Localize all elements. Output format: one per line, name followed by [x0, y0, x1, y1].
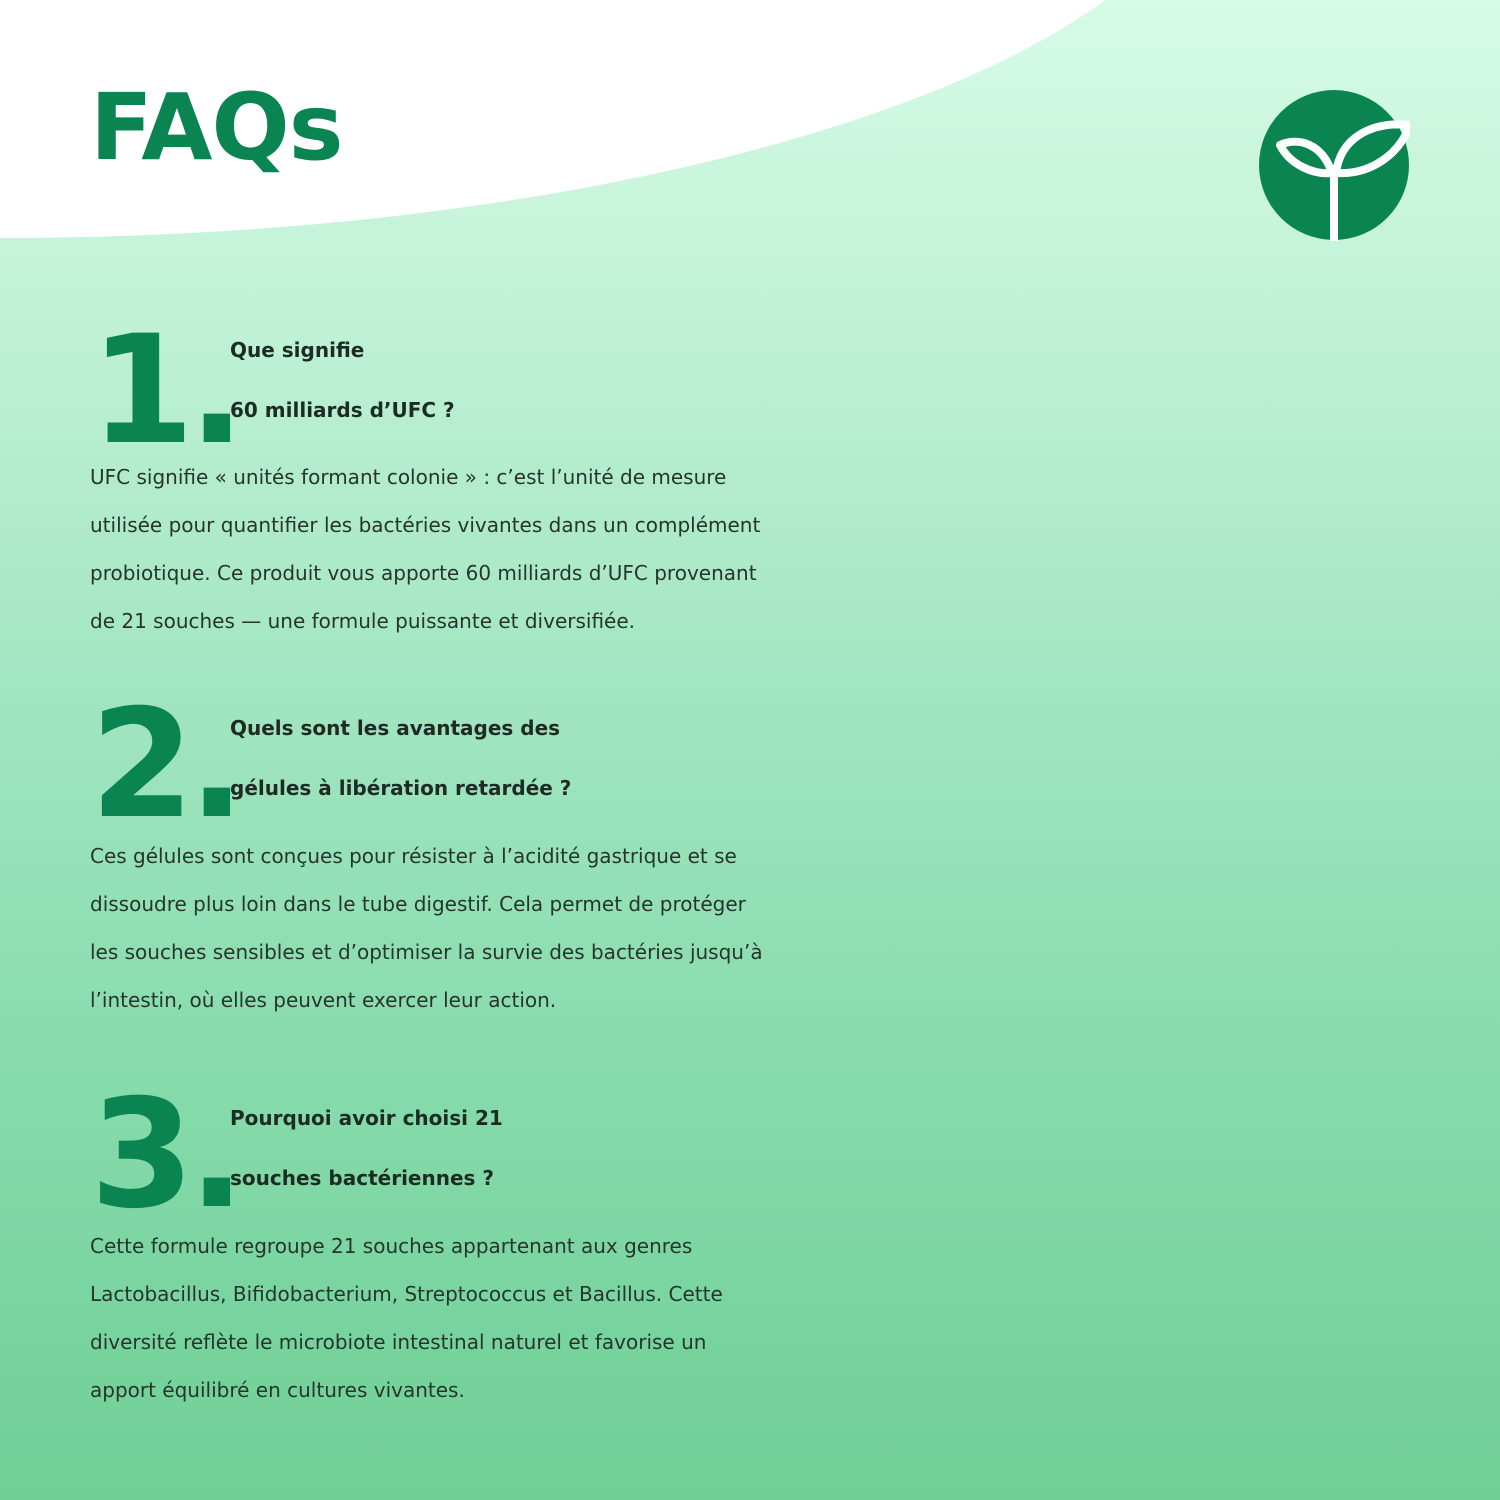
- faq-answer-line: de 21 souches — une formule puissante et diversifiée.: [90, 609, 636, 633]
- faq-answer-line: diversité reflète le microbiote intestinal naturel et favorise un: [90, 1330, 707, 1354]
- faq-question-line: Quels sont les avantages des: [230, 716, 561, 740]
- faq-answer-line: Cette formule regroupe 21 souches appartenant aux genres: [90, 1234, 693, 1258]
- faq-question-line: Que signifie: [230, 338, 365, 362]
- faq-item-3: [90, 1070, 1420, 1430]
- sprout-leaf-icon: [1258, 89, 1410, 241]
- faq-answer: [90, 453, 1420, 645]
- faq-question: [230, 1088, 1330, 1208]
- faq-answer-line: Ces gélules sont conçues pour résister à l’acidité gastrique et se: [90, 844, 737, 868]
- faq-answer: [90, 832, 1420, 1024]
- faq-item-2: [90, 680, 1420, 1040]
- faq-item-1: [90, 300, 1420, 660]
- faq-answer-line: l’intestin, où elles peuvent exercer leur action.: [90, 988, 557, 1012]
- faq-answer-line: Lactobacillus, Bifidobacterium, Streptococcus et Bacillus. Cette: [90, 1282, 723, 1306]
- faq-number: 3.: [90, 1068, 240, 1242]
- faq-question-line: gélules à libération retardée ?: [230, 776, 572, 800]
- page-title: FAQs: [90, 74, 343, 181]
- faq-answer-line: probiotique. Ce produit vous apporte 60 milliards d’UFC provenant: [90, 561, 757, 585]
- faq-answer-line: UFC signifie « unités formant colonie » : c’est l’unité de mesure: [90, 465, 727, 489]
- faq-question-line: 60 milliards d’UFC ?: [230, 398, 455, 422]
- faq-answer: [90, 1222, 1420, 1414]
- faq-answer-line: apport équilibré en cultures vivantes.: [90, 1378, 465, 1402]
- faq-answer-line: dissoudre plus loin dans le tube digestif. Cela permet de protéger: [90, 892, 746, 916]
- faq-question-line: souches bactériennes ?: [230, 1166, 494, 1190]
- faq-question-line: Pourquoi avoir choisi 21: [230, 1106, 503, 1130]
- faq-number: 1.: [90, 304, 240, 478]
- faq-question: [230, 698, 1330, 818]
- faq-question: [230, 320, 1330, 440]
- faq-number: 2.: [90, 678, 240, 852]
- faq-answer-line: les souches sensibles et d’optimiser la survie des bactéries jusqu’à: [90, 940, 763, 964]
- faq-answer-line: utilisée pour quantifier les bactéries vivantes dans un complément: [90, 513, 761, 537]
